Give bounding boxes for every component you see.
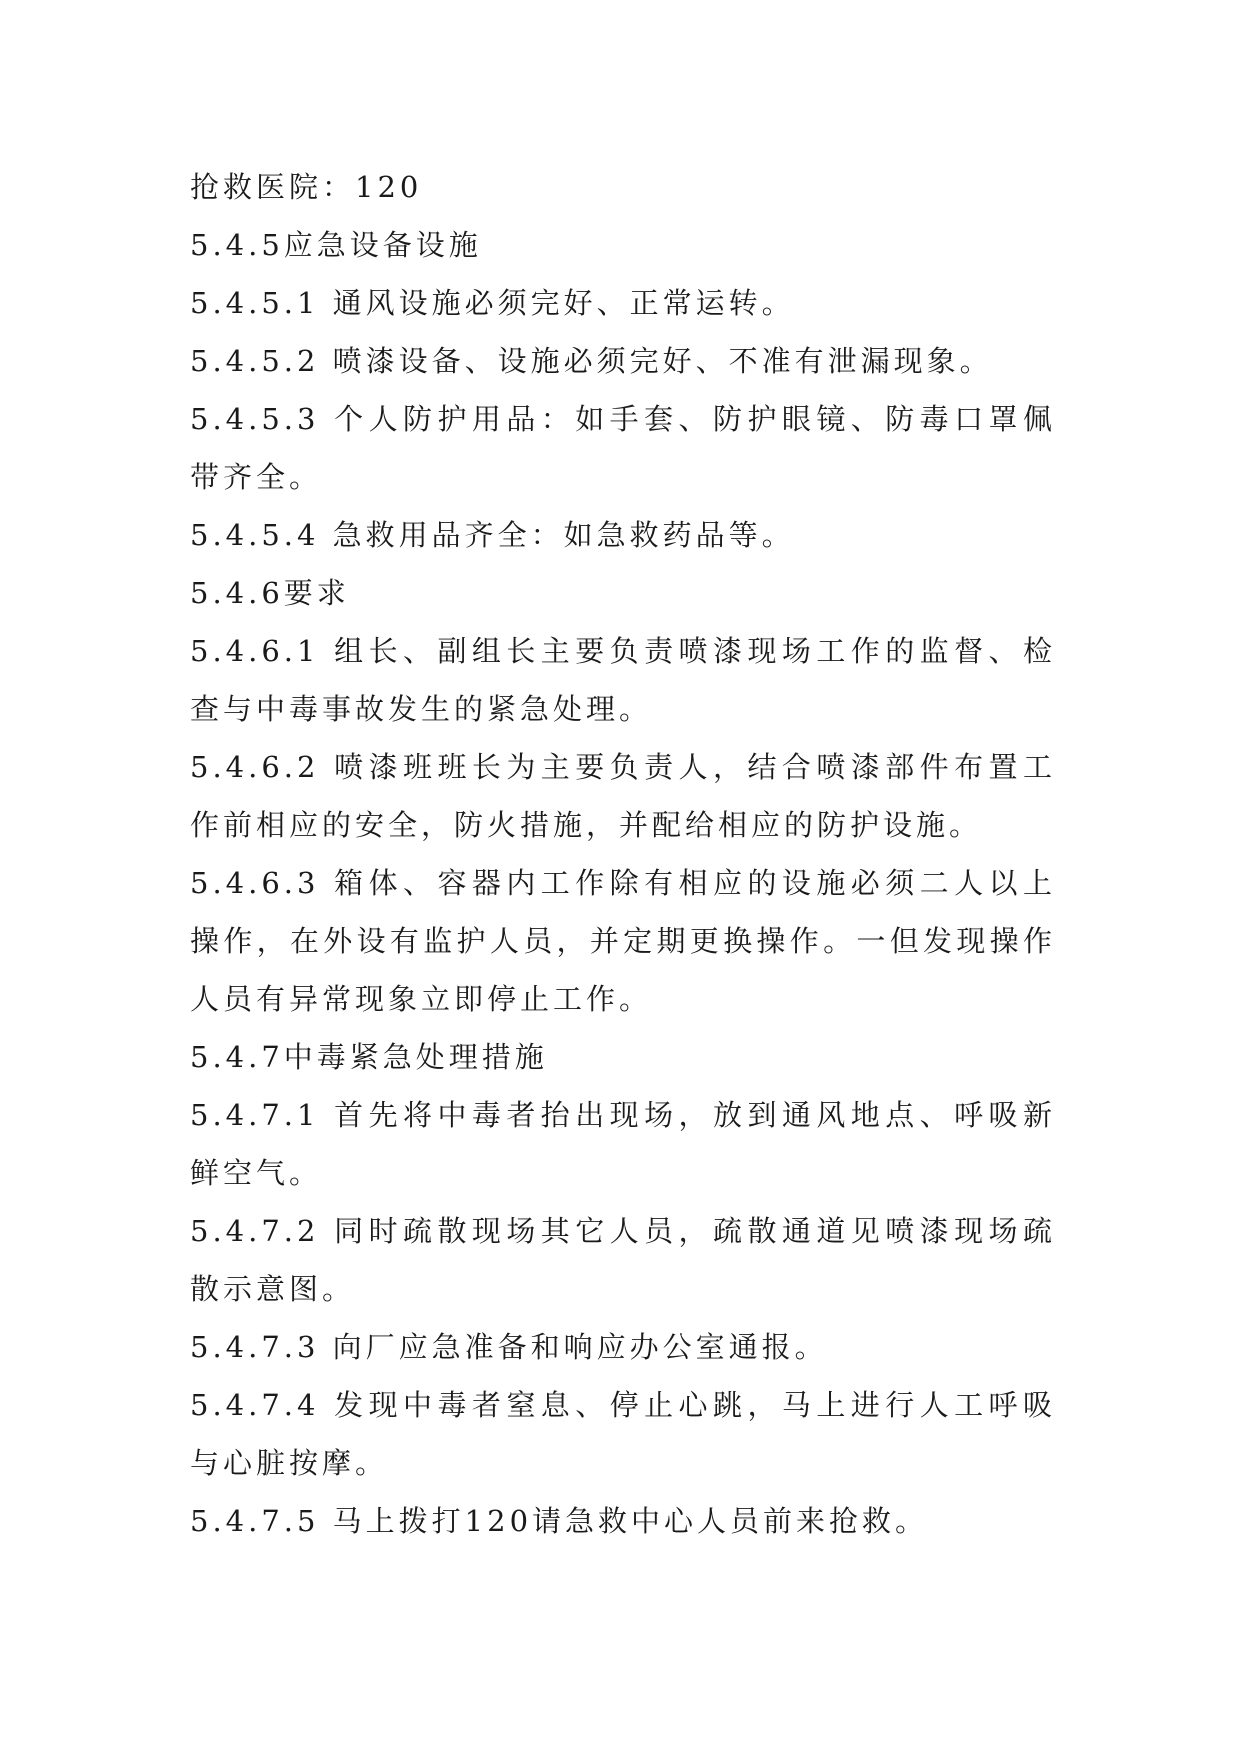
clause-5-4-6-1: 5.4.6.1 组长、副组长主要负责喷漆现场工作的监督、检查与中毒事故发生的紧急处理。 <box>190 634 1056 726</box>
rescue-hospital-line: 抢救医院：120 <box>190 170 423 204</box>
clause-5-4-7-5: 5.4.7.5 马上拨打120请急救中心人员前来抢救。 <box>190 1504 929 1538</box>
clause-5-4-7-4: 5.4.7.4 发现中毒者窒息、停止心跳，马上进行人工呼吸与心脏按摩。 <box>190 1388 1056 1480</box>
clause-5-4-5-1: 5.4.5.1 通风设施必须完好、正常运转。 <box>190 286 795 320</box>
section-heading-5-4-6: 5.4.6要求 <box>190 576 350 610</box>
clause-5-4-7-1: 5.4.7.1 首先将中毒者抬出现场，放到通风地点、呼吸新鲜空气。 <box>190 1098 1056 1190</box>
clause-5-4-6-3: 5.4.6.3 箱体、容器内工作除有相应的设施必须二人以上操作，在外设有监护人员，并定期更换操作。一但发现操作人员有异常现象立即停止工作。 <box>190 866 1056 1016</box>
clause-5-4-7-2: 5.4.7.2 同时疏散现场其它人员，疏散通道见喷漆现场疏散示意图。 <box>190 1214 1056 1306</box>
clause-5-4-7-3: 5.4.7.3 向厂应急准备和响应办公室通报。 <box>190 1330 828 1364</box>
clause-5-4-6-2: 5.4.6.2 喷漆班班长为主要负责人，结合喷漆部件布置工作前相应的安全，防火措施，并配给相应的防护设施。 <box>190 750 1056 842</box>
clause-5-4-5-4: 5.4.5.4 急救用品齐全：如急救药品等。 <box>190 518 795 552</box>
document-body <box>190 158 1056 1550</box>
clause-5-4-5-3: 5.4.5.3 个人防护用品：如手套、防护眼镜、防毒口罩佩带齐全。 <box>190 402 1056 494</box>
section-heading-5-4-5: 5.4.5应急设备设施 <box>190 228 482 262</box>
clause-5-4-5-2: 5.4.5.2 喷漆设备、设施必须完好、不准有泄漏现象。 <box>190 344 993 378</box>
section-heading-5-4-7: 5.4.7中毒紧急处理措施 <box>190 1040 548 1074</box>
